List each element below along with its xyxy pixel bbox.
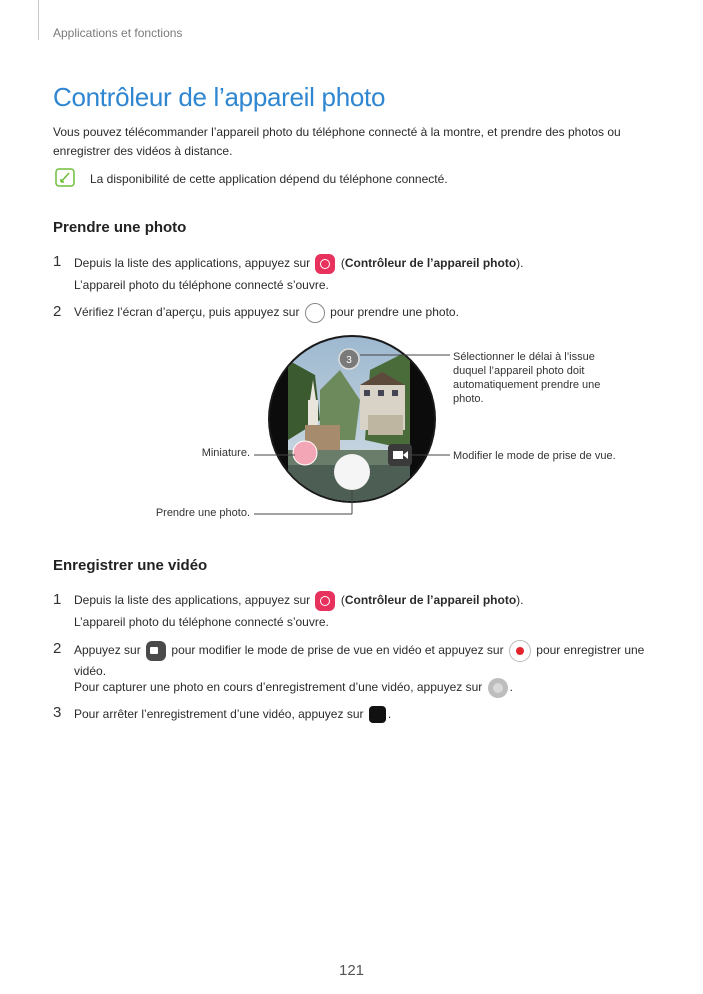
video-mode-icon [146, 641, 166, 661]
note-text: La disponibilité de cette application dépend du téléphone connecté. [90, 172, 448, 186]
paren-close: ). [516, 256, 524, 271]
step-text-before: Pour arrêter l’enregistrement d’une vidéo, appuyez sur [74, 707, 364, 721]
step-text-after: . [387, 707, 392, 721]
step-text-before: Depuis la liste des applications, appuyez sur [74, 593, 311, 608]
step-number: 1 [53, 591, 62, 608]
step-text-before: Appuyez sur [74, 643, 141, 658]
section-heading-video: Enregistrer une vidéo [53, 557, 208, 574]
step-text-middle: pour modifier le mode de prise de vue en vidéo et appuyez sur [171, 643, 504, 658]
section-heading-photo: Prendre une photo [53, 219, 187, 236]
step-subtext-after: . [509, 680, 513, 695]
timer-value: 3 [346, 355, 352, 366]
step-text-after: pour prendre une photo. [330, 305, 459, 320]
step-text-before: Vérifiez l’écran d’aperçu, puis appuyez sur [74, 305, 300, 320]
app-name: Contrôleur de l’appareil photo [344, 593, 517, 608]
callout-thumbnail: Miniature. [201, 447, 250, 459]
callout-timer: Sélectionner le délai à l’issue duquel l’appareil photo doit automatiquement prendre une photo. [453, 351, 601, 405]
page-title: Contrôleur de l’appareil photo [53, 82, 386, 112]
step-text-before: Depuis la liste des applications, appuyez sur [74, 256, 311, 271]
paren-open: ( [340, 593, 345, 608]
step-subtext: L’appareil photo du téléphone connecté s’ouvre. [74, 278, 329, 292]
stop-icon [369, 706, 386, 723]
step-number: 2 [53, 303, 62, 320]
step-subtext [74, 678, 513, 698]
step-number: 1 [53, 253, 62, 270]
camera-controller-app-icon [315, 591, 335, 611]
step-text [74, 591, 524, 611]
step-text [74, 705, 391, 723]
running-header: Applications et fonctions [53, 26, 183, 40]
intro-paragraph: Vous pouvez télécommander l’appareil photo du téléphone connecté à la montre, et prendre des photos ou enregistrer des vidéos à distance. [53, 125, 621, 158]
record-icon [509, 640, 531, 662]
step-number: 2 [53, 640, 62, 657]
step-subtext: L’appareil photo du téléphone connecté s’ouvre. [74, 615, 329, 629]
app-name: Contrôleur de l’appareil photo [344, 256, 517, 271]
callout-mode: Modifier le mode de prise de vue. [453, 450, 616, 462]
paren-close: ). [516, 593, 524, 608]
step-text-after: pour enregistrer une vidéo. [74, 643, 645, 678]
paren-open: ( [340, 256, 345, 271]
callout-shutter: Prendre une photo. [155, 507, 250, 519]
step-subtext-before: Pour capturer une photo en cours d’enregistrement d’une vidéo, appuyez sur [74, 680, 483, 695]
page-number: 121 [338, 962, 365, 979]
step-text [74, 640, 674, 680]
capture-icon [488, 678, 508, 698]
step-number: 3 [53, 704, 62, 721]
